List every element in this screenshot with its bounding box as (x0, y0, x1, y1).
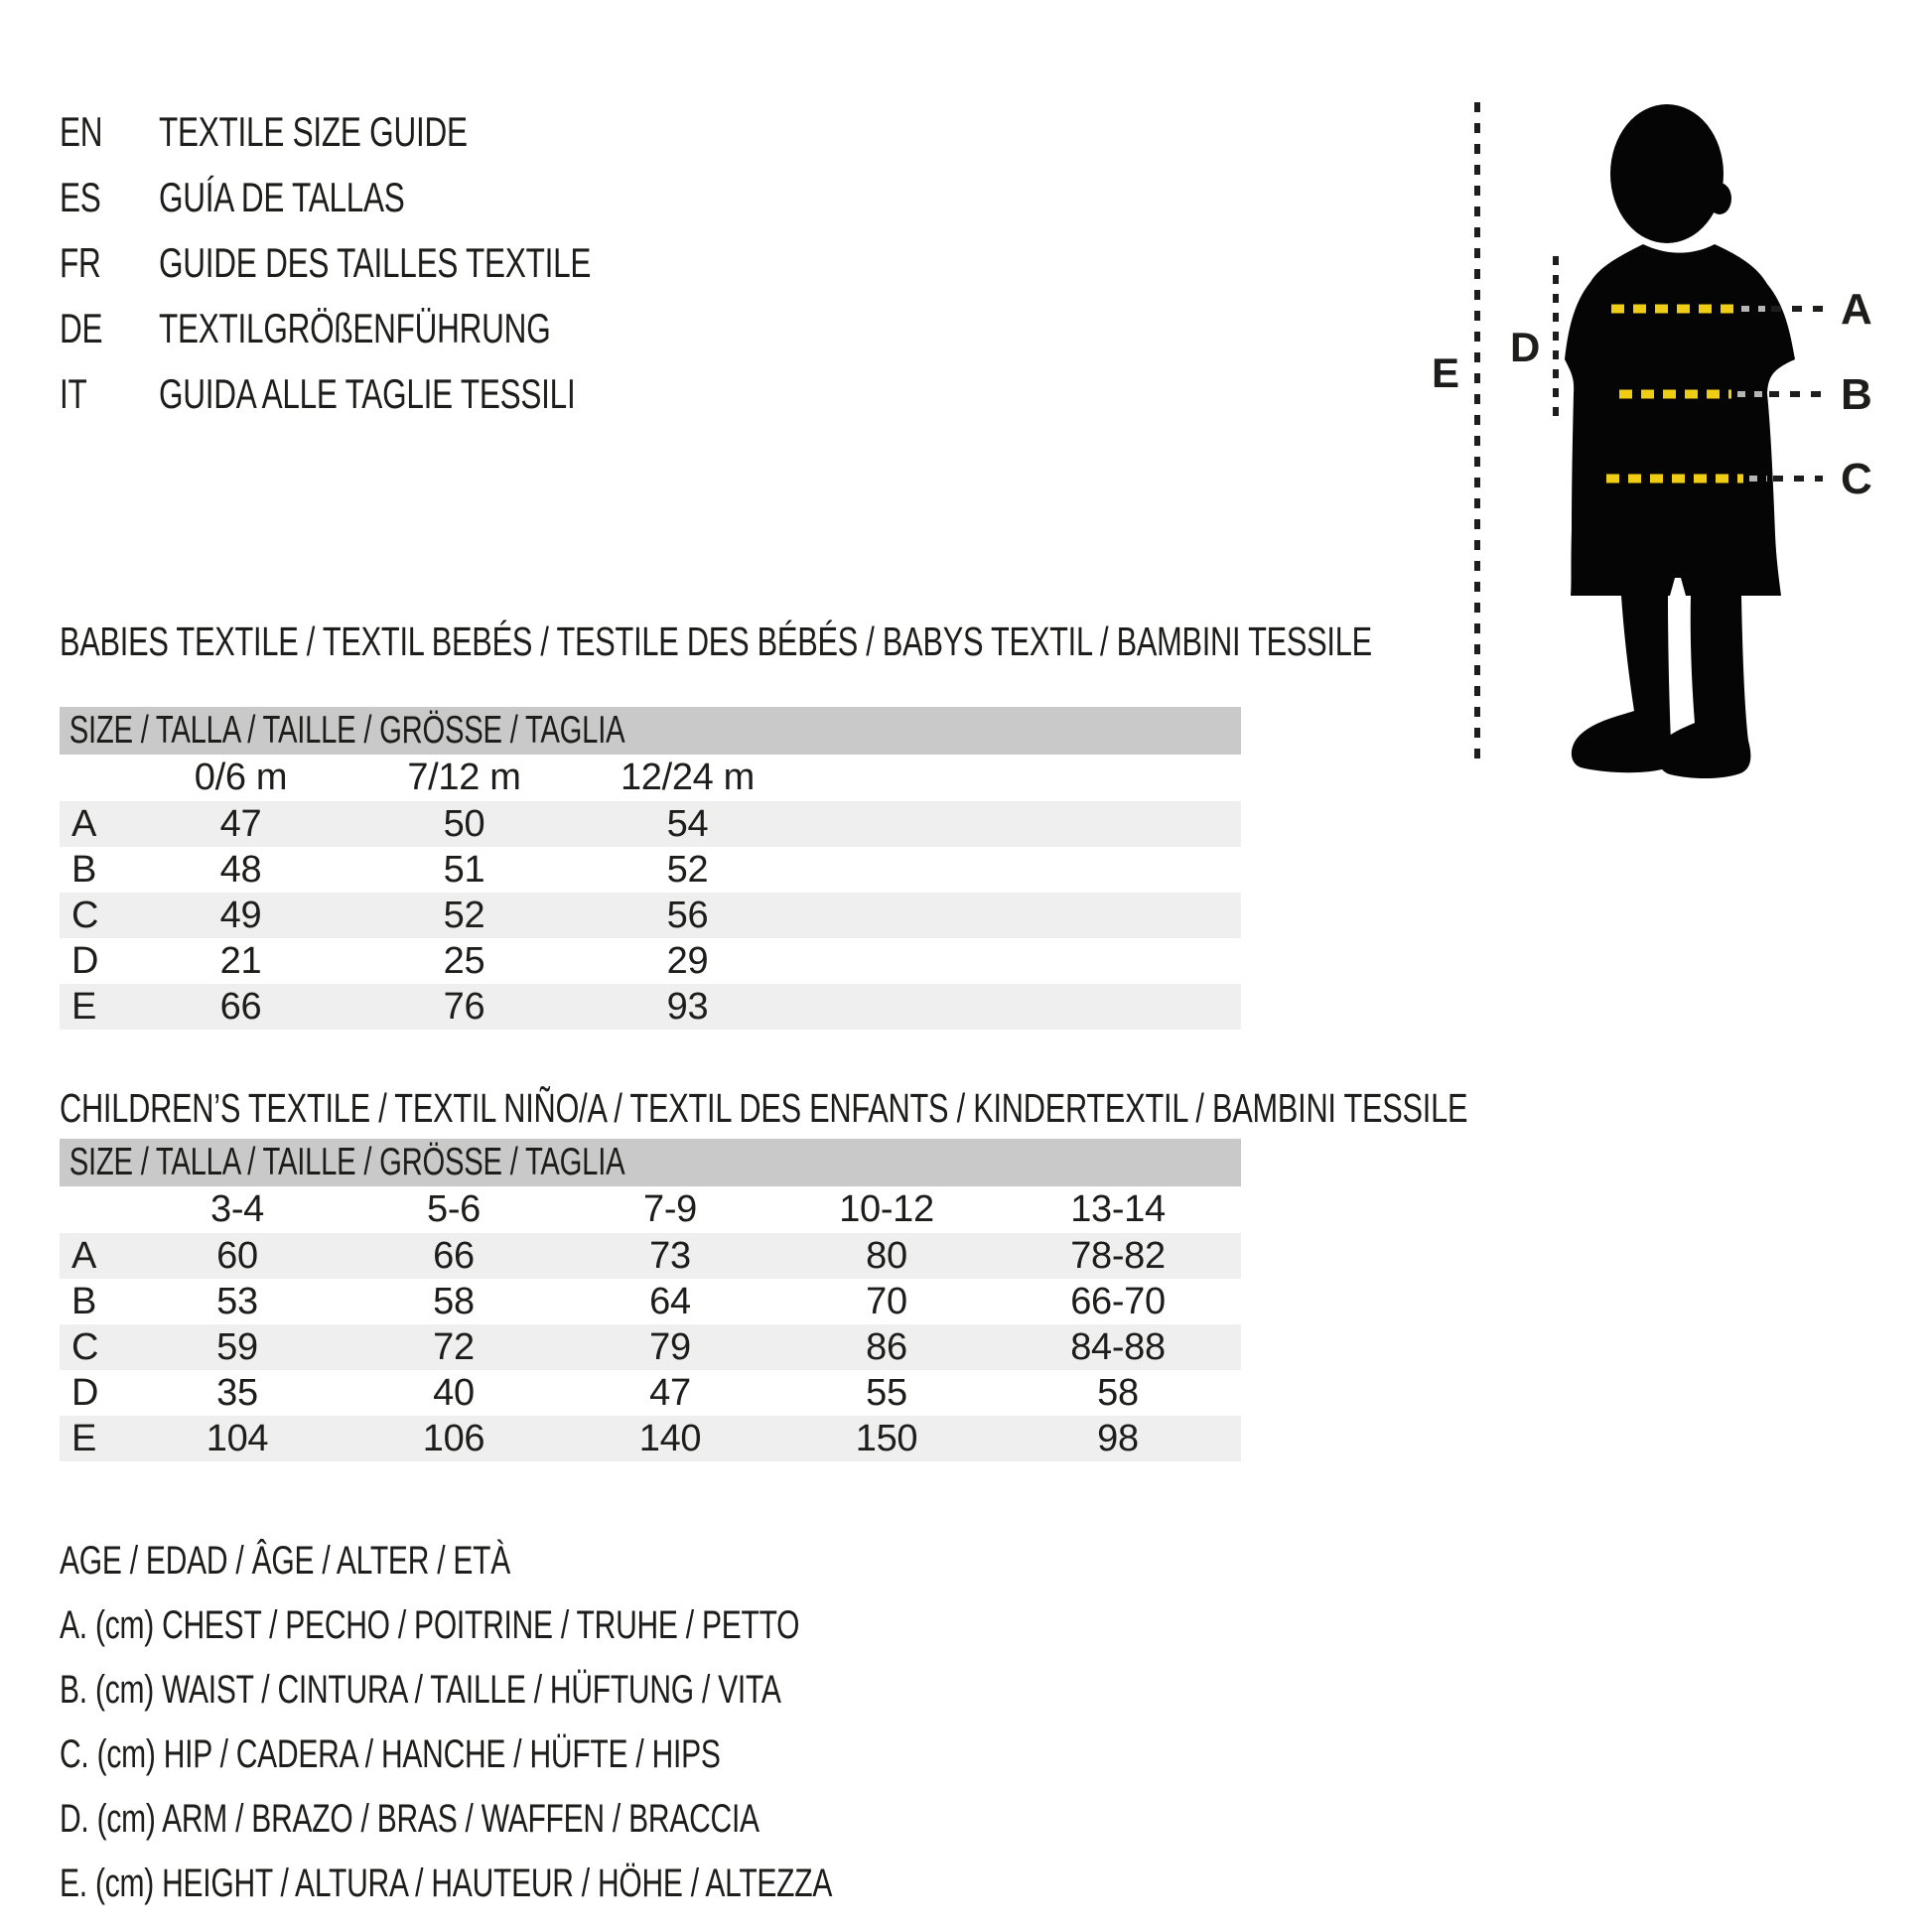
babies-row-e (60, 984, 1241, 1030)
row-label: B (71, 848, 97, 891)
value-cell: 48 (219, 848, 262, 891)
value-cell: 106 (422, 1417, 485, 1459)
legend-age-line (60, 1529, 1089, 1593)
child-silhouette (1565, 104, 1795, 778)
legend-item-c (60, 1723, 1089, 1787)
children-size-header-bar (60, 1139, 1241, 1186)
value-cell: 53 (216, 1280, 258, 1322)
babies-row-c (60, 893, 1241, 938)
measurement-legend (60, 1529, 1089, 1916)
value-cell: 72 (433, 1325, 475, 1368)
value-cell: 50 (443, 802, 485, 845)
lang-title: GUÍA DE TALLAS (159, 174, 405, 220)
babies-col-0-6m: 0/6 m (194, 757, 288, 798)
legend-item-e (60, 1852, 1089, 1916)
children-col-7-9: 7-9 (643, 1188, 697, 1230)
value-cell: 70 (866, 1280, 907, 1322)
row-label: D (71, 939, 99, 982)
value-cell: 35 (216, 1371, 258, 1414)
value-cell: 58 (433, 1280, 475, 1322)
value-cell: 21 (219, 939, 262, 982)
babies-columns-row (60, 755, 1241, 801)
value-cell: 60 (216, 1234, 258, 1277)
legend-age-text: AGE / EDAD / ÂGE / ALTER / ETÀ (60, 1539, 511, 1583)
babies-col-7-12m: 7/12 m (407, 757, 521, 798)
babies-row-b (60, 847, 1241, 893)
label-e: E (1432, 349, 1459, 396)
value-cell: 56 (666, 894, 709, 936)
babies-size-header-bar (60, 707, 1241, 755)
lang-row-en (60, 99, 735, 165)
value-cell: 47 (219, 802, 262, 845)
lang-code: ES (60, 174, 101, 220)
value-cell: 66-70 (1070, 1280, 1166, 1322)
children-columns-row (60, 1186, 1241, 1233)
legend-hip-text: C. (cm) HIP / CADERA / HANCHE / HÜFTE / HIPS (60, 1732, 721, 1776)
lang-code: IT (60, 370, 87, 417)
legend-item-a (60, 1593, 1089, 1658)
value-cell: 150 (855, 1417, 918, 1459)
children-section-heading (60, 1080, 1932, 1136)
child-silhouette-figure (1426, 77, 1927, 787)
value-cell: 29 (666, 939, 709, 982)
measurement-diagram (1426, 77, 1927, 787)
value-cell: 66 (219, 985, 262, 1028)
value-cell: 93 (666, 985, 709, 1028)
children-col-3-4: 3-4 (210, 1188, 264, 1230)
children-heading-text: CHILDREN’S TEXTILE / TEXTIL NIÑO/A / TEXTIL DES ENFANTS / KINDERTEXTIL / BAMBINI TESSILE (60, 1085, 1468, 1131)
children-col-5-6: 5-6 (427, 1188, 481, 1230)
lang-code: FR (60, 239, 101, 286)
legend-item-b (60, 1658, 1089, 1723)
row-label: C (71, 1325, 99, 1368)
value-cell: 52 (666, 848, 709, 891)
babies-section-heading (60, 614, 1810, 669)
language-title-list (60, 99, 735, 427)
legend-arm-text: D. (cm) ARM / BRAZO / BRAS / WAFFEN / BRACCIA (60, 1797, 759, 1841)
children-col-10-12: 10-12 (839, 1188, 934, 1230)
lang-row-es (60, 165, 735, 230)
value-cell: 73 (649, 1234, 691, 1277)
lang-code: DE (60, 305, 103, 351)
lang-row-it (60, 361, 735, 427)
lang-row-de (60, 296, 735, 361)
value-cell: 80 (866, 1234, 907, 1277)
lang-code: EN (60, 108, 103, 155)
value-cell: 86 (866, 1325, 907, 1368)
value-cell: 25 (443, 939, 485, 982)
lang-row-fr (60, 230, 735, 296)
lang-title: GUIDE DES TAILLES TEXTILE (159, 239, 592, 286)
value-cell: 79 (649, 1325, 691, 1368)
children-size-header-text: SIZE / TALLA / TAILLE / GRÖSSE / TAGLIA (69, 1141, 625, 1183)
value-cell: 98 (1097, 1417, 1139, 1459)
value-cell: 52 (443, 894, 485, 936)
label-a: A (1841, 285, 1872, 334)
value-cell: 55 (866, 1371, 907, 1414)
value-cell: 76 (443, 985, 485, 1028)
row-label: D (71, 1371, 99, 1414)
legend-chest-text: A. (cm) CHEST / PECHO / POITRINE / TRUHE / PETTO (60, 1603, 800, 1647)
value-cell: 140 (638, 1417, 702, 1459)
babies-row-a (60, 801, 1241, 847)
value-cell: 64 (649, 1280, 691, 1322)
children-row-d (60, 1370, 1241, 1416)
children-row-a (60, 1233, 1241, 1279)
value-cell: 54 (666, 802, 709, 845)
value-cell: 51 (443, 848, 485, 891)
babies-row-d (60, 938, 1241, 984)
lang-title: TEXTILE SIZE GUIDE (159, 108, 468, 155)
value-cell: 104 (206, 1417, 269, 1459)
row-label: E (71, 1417, 97, 1459)
legend-item-d (60, 1787, 1089, 1852)
head-shape (1610, 104, 1724, 243)
ear-shape (1708, 183, 1731, 214)
lang-title: TEXTILGRÖßENFÜHRUNG (159, 305, 551, 351)
torso-shape (1565, 244, 1795, 596)
children-row-e (60, 1416, 1241, 1461)
babies-heading-text: BABIES TEXTILE / TEXTIL BEBÉS / TESTILE DES BÉBÉS / BABYS TEXTIL / BAMBINI TESSILE (60, 619, 1372, 664)
value-cell: 84-88 (1070, 1325, 1166, 1368)
children-col-13-14: 13-14 (1070, 1188, 1166, 1230)
row-label: A (71, 1234, 97, 1277)
value-cell: 66 (433, 1234, 475, 1277)
value-cell: 59 (216, 1325, 258, 1368)
children-row-b (60, 1279, 1241, 1324)
row-label: C (71, 894, 99, 936)
value-cell: 49 (219, 894, 262, 936)
value-cell: 78-82 (1070, 1234, 1166, 1277)
row-label: B (71, 1280, 97, 1322)
value-cell: 47 (649, 1371, 691, 1414)
babies-col-12-24m: 12/24 m (620, 757, 756, 798)
row-label: A (71, 802, 97, 845)
label-b: B (1841, 370, 1872, 419)
row-label: E (71, 985, 97, 1028)
children-row-c (60, 1324, 1241, 1370)
label-c: C (1841, 455, 1872, 503)
label-d: D (1510, 324, 1541, 370)
legend-waist-text: B. (cm) WAIST / CINTURA / TAILLE / HÜFTUNG / VITA (60, 1668, 781, 1712)
value-cell: 58 (1097, 1371, 1139, 1414)
value-cell: 40 (433, 1371, 475, 1414)
lang-title: GUIDA ALLE TAGLIE TESSILI (159, 370, 576, 417)
legend-height-text: E. (cm) HEIGHT / ALTURA / HAUTEUR / HÖHE / ALTEZZA (60, 1862, 833, 1905)
babies-size-header-text: SIZE / TALLA / TAILLE / GRÖSSE / TAGLIA (69, 709, 625, 752)
